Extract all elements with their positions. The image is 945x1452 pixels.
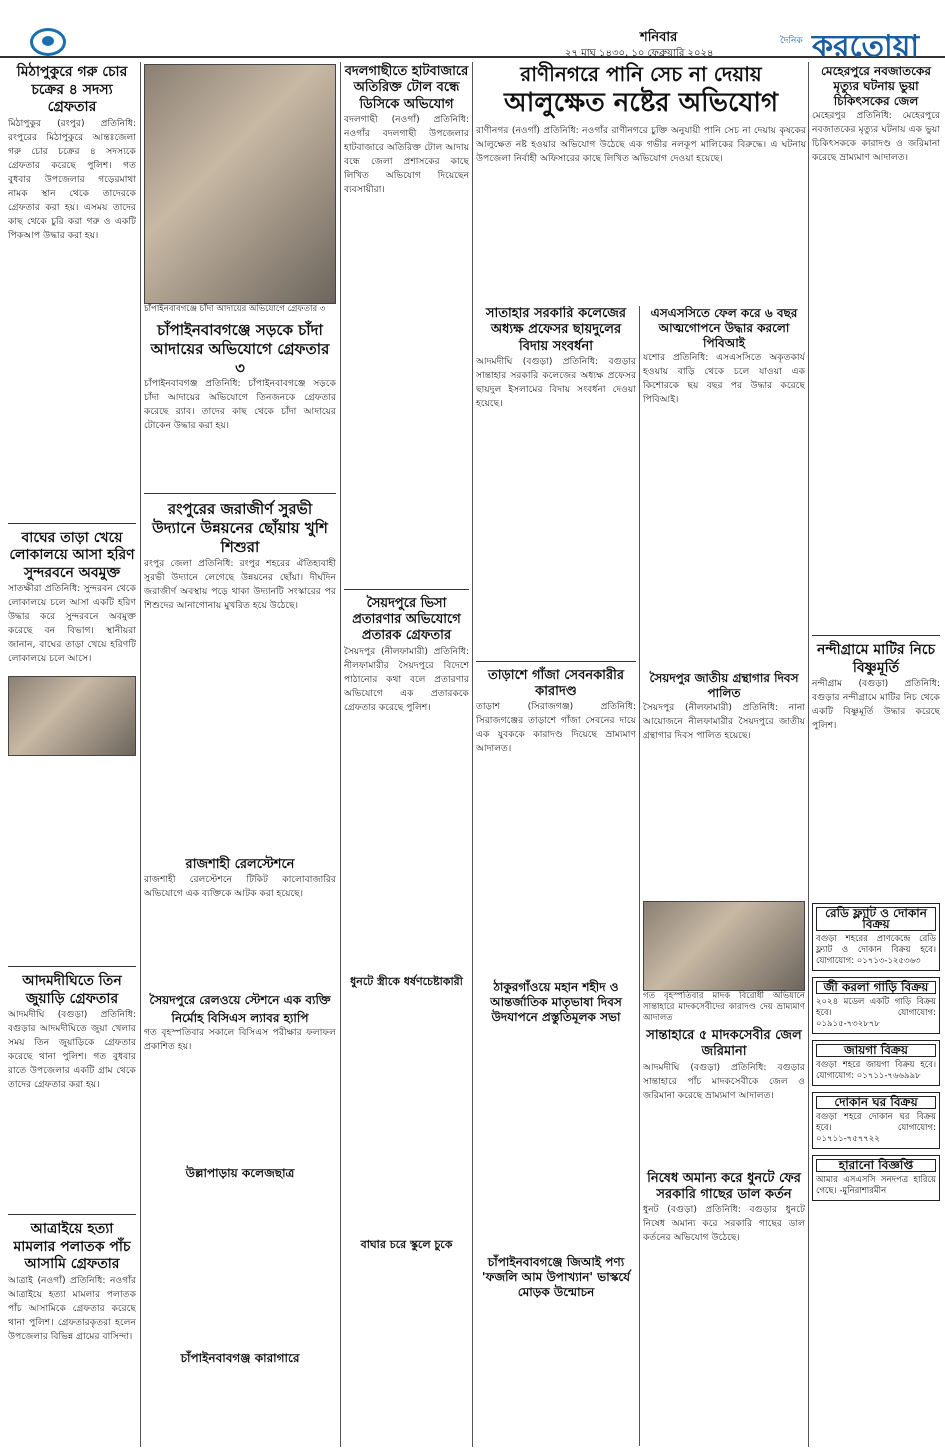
article-body: চাঁপাইনবাবগঞ্জ প্রতিনিধি: চাঁপাইনবাবগঞ্জে সড়কে চাঁদা আদায়ের অভিযোগে তিনজনকে গ্রেফতার করেছে র‌্যাব। তাদের কাছ থেকে চাঁদা আদায়ের টোকেন উদ্ধার করা হয়। bbox=[144, 378, 336, 432]
headline: তাড়াশে গাঁজা সেবনকারীর কারাদণ্ড bbox=[488, 667, 624, 699]
headline: আদমদীঘিতে তিন জুয়াড়ি গ্রেফতার bbox=[22, 973, 122, 1007]
headline: এসএসসিতে ফেল করে ৬ বছর আত্মগোপনে উদ্ধার করলো পিবিআই bbox=[650, 306, 798, 350]
headline: বাঘার চরে স্কুলে চুকে bbox=[360, 1238, 453, 1252]
photo-caption: গত বৃহস্পতিবার মাদক বিরোধী অভিযানে সান্তাহারে মাদকসেবীদের কারাদণ্ড দেয় ভ্রাম্যমাণ আদালত bbox=[643, 991, 805, 1023]
column-3 bbox=[344, 60, 469, 1445]
headline: চাঁপাইনবাবগঞ্জে সড়কে চাঁদা আদায়ের অভিযোগে গ্রেফতার ৩ bbox=[150, 321, 330, 377]
article-body: রাজশাহী রেলস্টেশনে টিকিট কালোবাজারির অভিযোগে এক ব্যক্তিকে আটক করা হয়েছে। bbox=[144, 873, 336, 899]
article-body bbox=[144, 1181, 336, 1351]
masthead bbox=[0, 0, 945, 64]
article-body: ধুনট (বগুড়া) প্রতিনিধি: বগুড়ার ধুনটে নিষেধ অমান্য করে সরকারি গাছের ডাল কর্তনের অভিযোগ উঠেছে। bbox=[643, 1204, 805, 1243]
headline: বদলগাছীতে হাটবাজারে অতিরিক্ত টোল বন্ধে ডিসিকে অভিযোগ bbox=[344, 64, 469, 112]
ad-title: দোকান ঘর বিক্রয় bbox=[816, 1096, 936, 1109]
ad-title: হারানো বিজ্ঞপ্তি bbox=[816, 1159, 936, 1172]
paper-name: করতোয়া bbox=[812, 29, 920, 64]
day-label: শনিবার bbox=[640, 30, 678, 45]
column-5 bbox=[643, 306, 805, 1446]
headline: চাঁপাইনবাবগঞ্জ কারাগারে bbox=[180, 1350, 300, 1365]
ad-text: বগুড়া শহরে জায়গা বিক্রয় হবে। যোগাযোগ: ০১৭১১-৭৬৬৯৯৮ bbox=[816, 1060, 936, 1081]
ad-title: জী করলা গাড়ি বিক্রয় bbox=[816, 981, 936, 994]
classified-ad bbox=[812, 1040, 940, 1086]
deer-photo bbox=[8, 676, 136, 756]
ad-title: রেডি ফ্ল্যাট ও দোকান বিক্রয় bbox=[816, 907, 936, 931]
date-label: ২৭ মাঘ ১৪৩০, ১০ ফেব্রুয়ারি ২০২৪ bbox=[565, 48, 714, 59]
headline: মিঠাপুকুরে গরু চোর চক্রের ৪ সদস্য গ্রেফতার bbox=[16, 64, 128, 115]
headline: নির্মোহ বিসিএস ল্যাবর হ্যাপি bbox=[171, 1010, 309, 1025]
headline: সান্তাহারে ৫ মাদকসেবীর জেল জরিমানা bbox=[646, 1028, 802, 1060]
headline: ধুনটে স্ত্রীকে ধর্ষণচেষ্টাকারী bbox=[350, 974, 463, 988]
article-body: তাড়াশ (সিরাজগঞ্জ) প্রতিনিধি: সিরাজগঞ্জের তাড়াশে গাঁজা সেবনের দায়ে এক যুবককে কারাদণ্ড দিয়েছে ভ্রাম্যমাণ আদালত। bbox=[476, 701, 636, 755]
column-6 bbox=[812, 60, 940, 1445]
headline: ঠাকুরগাঁওয়ে মহান শহীদ ও আন্তর্জাতিক মাতৃভাষা দিবস উদযাপনে প্রস্তুতিমূলক সভা bbox=[490, 980, 622, 1025]
photo-caption: চাঁপাইনবাবগঞ্জে চাঁদা আদায়ের অভিযোগে গ্রেফতার ৩ bbox=[144, 304, 326, 314]
article-body: রাণীনগর (নওগাঁ) প্রতিনিধি: নওগাঁর রাণীনগরে চুক্তি অনুযায়ী পানি সেচ না দেয়ায় কৃষকের আলুক্ষেত নষ্ট হওয়ার অভিযোগ উঠেছে এক গভীর নলকূপ মালিকের বিরুদ্ধে। এ ঘটনায় উপজেলা নির্বাহী অফিসারের কাছে লিখিত অভিযোগ দেওয়া হয়েছে। bbox=[476, 124, 806, 164]
column-1 bbox=[8, 60, 136, 1445]
article-body: বদলগাছী (নওগাঁ) প্রতিনিধি: নওগাঁর বদলগাছী উপজেলার হাটবাজারে অতিরিক্ত টোল আদায় বন্ধে জেলা প্রশাসকের কাছে লিখিত অভিযোগ দিয়েছেন ব্যবসায়ীরা। bbox=[344, 113, 469, 195]
headline: উল্লাপাড়ায় কলেজছাত্র bbox=[185, 1165, 295, 1180]
headline: সৈয়দপুরে ভিসা প্রতারণার অভিযোগে প্রতারক গ্রেফতার bbox=[352, 595, 461, 644]
article-body: আদমদীঘি (বগুড়া) প্রতিনিধি: বগুড়ার সান্তাহার সরকারি কলেজের অধ্যক্ষ প্রফেসর ছায়দুল ইসলামের বিদায় সংবর্ধনা দেওয়া হয়েছে। bbox=[476, 355, 636, 409]
article-body: যশোর প্রতিনিধি: এসএসসিতে অকৃতকার্য হওয়ায় বাড়ি থেকে চলে যাওয়া এক কিশোরকে ছয় বছর পর উদ্ধার করেছে পিবিআই। bbox=[643, 352, 805, 405]
banner-headline-2: আলুক্ষেত নষ্টের অভিযোগ bbox=[503, 88, 778, 118]
article-body: মিঠাপুকুর (রংপুর) প্রতিনিধি: রংপুরের মিঠাপুকুরে আন্তঃজেলা গরু চোর চক্রের ৪ সদস্যকে গ্রেফতার করেছে পুলিশ। গত বুধবার উপজেলার গড়েরমাথা নামক স্থান থেকে তাদেরকে গ্রেফতার করা হয়। এসময় তাদের কাছ থেকে চুরি করা গরু ও একটি পিকআপ উদ্ধার করা হয়। bbox=[8, 117, 136, 241]
headline: মেহেরপুরে নবজাতকের মৃত্যুর ঘটনায় ভুয়া চিকিৎসকের জেল bbox=[821, 64, 931, 108]
headline: নিষেধ অমান্য করে ধুনটে ফের সরকারি গাছের ডাল কর্তন bbox=[647, 1170, 801, 1202]
article-body: আদমদীঘি (বগুড়া) প্রতিনিধি: বগুড়ার সান্তাহারে পাঁচ মাদকসেবীকে জেল ও জরিমানা করেছে ভ্রাম্যমাণ আদালত। bbox=[643, 1061, 805, 1101]
headline: রংপুরের জরাজীর্ণ সুরভী উদ্যানে উন্নয়নের ছোঁয়ায় খুশি শিশুরা bbox=[152, 500, 328, 556]
paper-prefix: দৈনিক bbox=[780, 36, 803, 46]
headline: সৈয়দপুরে রেলওয়ে স্টেশনে এক ব্যক্তি bbox=[149, 992, 331, 1007]
ad-text: বগুড়া শহরের প্রাণকেন্দ্রে রেডি ফ্ল্যাট ও দোকান বিক্রয় হবে। যোগাযোগ: ০১৭১৩-১২৫৩৬৩ bbox=[816, 934, 936, 966]
ad-text: আমার এসএসসি সনদপত্র হারিয়ে গেছে। -মুনিরাশারমীন bbox=[816, 1175, 936, 1196]
article-body: সৈয়দপুর (নীলফামারী) প্রতিনিধি: নীলফামারীর সৈয়দপুরে বিদেশে পাঠানোর কথা বলে প্রতারণার অভিযোগে এক প্রতারককে গ্রেফতার করেছে পুলিশ। bbox=[344, 645, 469, 713]
article-body: নন্দীগ্রাম (বগুড়া) প্রতিনিধি: বগুড়ার নন্দীগ্রামে মাটির নিচ থেকে একটি বিষ্ণুমূর্তি উদ্ধার করেছে পুলিশ। bbox=[812, 678, 940, 731]
headline: চাঁপাইনবাবগঞ্জে জিআই পণ্য 'ফজলি আম উপাখ্যান' ভাস্কর্যে মোড়ক উন্মোচন bbox=[481, 1255, 631, 1300]
article-body: রংপুর জেলা প্রতিনিধি: রংপুর শহরের ঐতিহ্যবাহী সুরভী উদ্যানে লেগেছে উন্নয়নের ছোঁয়া। দীর্ঘদিন জরাজীর্ণ অবস্থায় পড়ে থাকা উদ্যানটি সংস্কারের পর শিশুদের আনাগোনায় মুখরিত হয়ে উঠেছে। bbox=[144, 557, 336, 611]
article-body bbox=[476, 1025, 636, 1255]
classified-ad bbox=[812, 1155, 940, 1201]
banner-story bbox=[476, 62, 806, 304]
ad-text: বগুড়া শহরে দোকান ঘর বিক্রয় হবে। যোগাযোগ: ০১৭১১-৭৫৭৭২২ bbox=[816, 1112, 936, 1144]
headline: রাজশাহী রেলস্টেশনে bbox=[185, 856, 295, 872]
article-body: আদমদীঘি (বগুড়া) প্রতিনিধি: বগুড়ার আদমদীঘিতে জুয়া খেলার সময় তিন জুয়াড়িকে গ্রেফতার করেছে থানা পুলিশ। গত বুধবার রাতে উপজেলার একটি গ্রাম থেকে তাদের গ্রেফতার করা হয়। bbox=[8, 1009, 136, 1090]
article-body: গত বৃহস্পতিবার সকালে বিসিএস পরীক্ষার ফলাফল প্রকাশিত হয়। bbox=[144, 1026, 336, 1052]
banner-headline-1: রাণীনগরে পানি সেচ না দেয়ায় bbox=[520, 62, 762, 86]
article-body: সৈয়দপুর (নীলফামারী) প্রতিনিধি: নানা আয়োজনে নীলফামারীর সৈয়দপুরে জাতীয় গ্রন্থাগার দিবস পালিত হয়েছে। bbox=[643, 702, 805, 741]
article-body: মেহেরপুর প্রতিনিধি: মেহেরপুরে নবজাতকের মৃত্যুর ঘটনায় এক ভুয়া চিকিৎসককে কারাদণ্ড ও জরিমানা করেছে ভ্রাম্যমাণ আদালত। bbox=[812, 110, 940, 163]
column-2 bbox=[144, 60, 336, 1445]
classified-ad bbox=[812, 903, 940, 971]
headline: সৈয়দপুর জাতীয় গ্রন্থাগার দিবস পালিত bbox=[649, 671, 799, 700]
article-body: সাতক্ষীরা প্রতিনিধি: সুন্দরবন থেকে লোকালয়ে চলে আসা একটি হরিণ উদ্ধার করে সুন্দরবনে অবমুক্ত করেছে বন বিভাগ। স্থানীয়রা জানান, বাঘের তাড়া খেয়ে হরিণটি লোকালয়ে চলে আসে। bbox=[8, 583, 136, 664]
classified-ad bbox=[812, 977, 940, 1034]
classified-ad bbox=[812, 1092, 940, 1149]
headline: নন্দীগ্রামে মাটির নিচে বিষ্ণুমূর্তি bbox=[817, 642, 935, 676]
group-photo bbox=[643, 901, 805, 991]
arrest-photo bbox=[144, 64, 336, 304]
article-body bbox=[344, 988, 469, 1238]
headline: বাঘের তাড়া খেয়ে লোকালয়ে আসা হরিণ সুন্দরবনে অবমুক্ত bbox=[9, 529, 135, 581]
headline: সাতাহার সরকারি কলেজের অধ্যক্ষ প্রফেসর ছায়দুলের বিদায় সংবর্ধনা bbox=[485, 306, 627, 354]
column-4 bbox=[476, 306, 636, 1446]
ad-text: ২০২৪ মডেল একটি গাড়ি বিক্রয় হবে। যোগাযোগ: ০১৯১৫-৭৩২৮৭৮ bbox=[816, 997, 936, 1029]
logo-dot-icon bbox=[42, 36, 54, 46]
article-body bbox=[8, 760, 136, 960]
headline: আত্রাইয়ে হত্যা মামলার পলাতক পাঁচ আসামি গ্রেফতার bbox=[13, 1221, 131, 1272]
article-body: আত্রাই (নওগাঁ) প্রতিনিধি: নওগাঁর আত্রাইয়ে হত্যা মামলার পলাতক পাঁচ আসামিকে গ্রেফতার করেছে থানা পুলিশ। গ্রেফতারকৃতরা হলেন উপজেলার বিভিন্ন গ্রামের বাসিন্দা। bbox=[8, 1274, 136, 1342]
ad-title: জায়গা বিক্রয় bbox=[816, 1044, 936, 1057]
